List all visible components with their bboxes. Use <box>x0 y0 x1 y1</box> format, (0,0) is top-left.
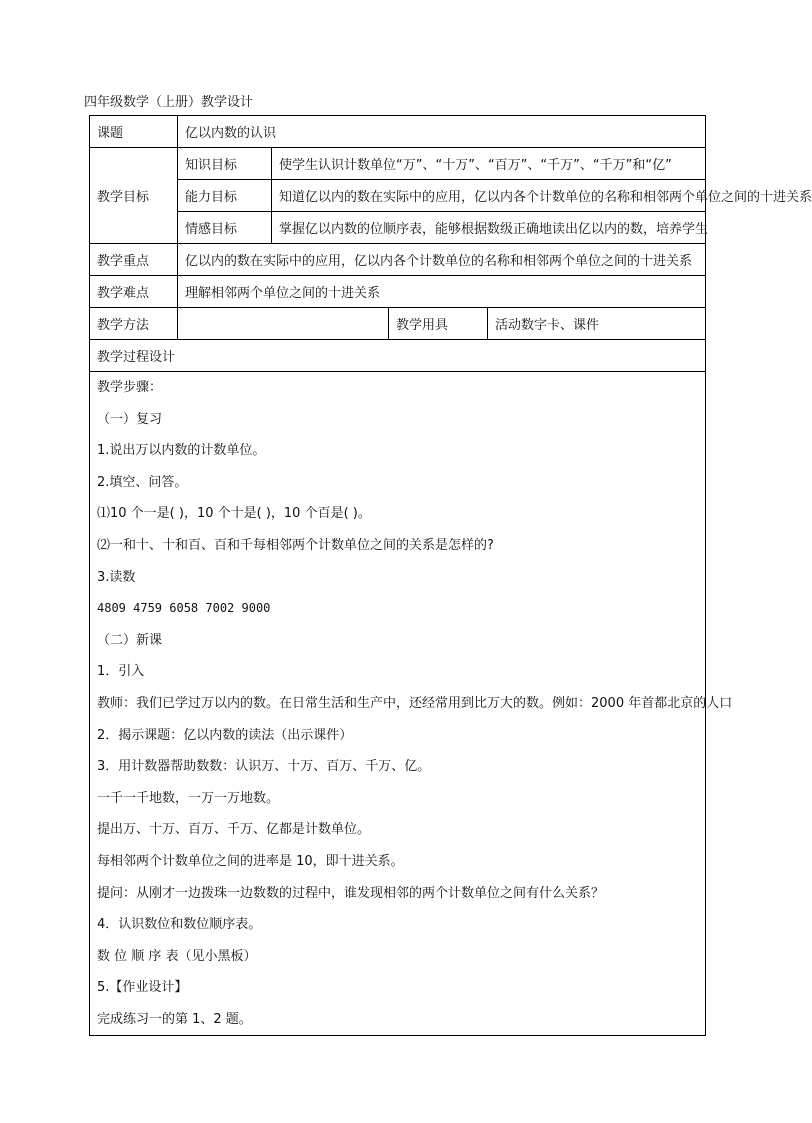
process-line: ⑵一和十、十和百、百和千每相邻两个计数单位之间的关系是怎样的? <box>97 537 494 553</box>
goal-emotion-value: 掌握亿以内数的位顺序表，能够根据数级正确地读出亿以内的数，培养学生 <box>272 212 706 244</box>
process-line: 1.说出万以内数的计数单位。 <box>97 443 266 459</box>
document-title: 四年级数学（上册）教学设计 <box>84 95 254 110</box>
difficulty-value: 理解相邻两个单位之间的十进关系 <box>178 276 706 308</box>
row-goal-knowledge <box>90 148 706 180</box>
goal-emotion-label: 情感目标 <box>178 212 272 244</box>
process-content <box>90 372 733 1036</box>
row-method-tools <box>90 308 706 340</box>
process-line: 2.填空、问答。 <box>97 474 188 490</box>
row-process-header <box>90 340 706 372</box>
row-goal-ability <box>90 180 706 212</box>
goal-ability-label: 能力目标 <box>178 180 272 212</box>
key-point-value: 亿以内的数在实际中的应用，亿以内各个计数单位的名称和相邻两个单位之间的十进关系 <box>178 244 706 276</box>
process-line: 5.【作业设计】 <box>97 980 188 996</box>
row-goal-emotion <box>90 212 706 244</box>
process-line: 数 位 顺 序 表（见小黑板） <box>97 948 257 964</box>
method-label: 教学方法 <box>90 308 178 340</box>
goal-knowledge-label: 知识目标 <box>178 148 272 180</box>
row-difficulty <box>90 276 706 308</box>
process-line: 1．引入 <box>97 664 145 680</box>
process-line: 4．认识数位和数位顺序表。 <box>97 917 262 933</box>
process-line: 提问：从刚才一边拨珠一边数数的过程中，谁发现相邻的两个计数单位之间有什么关系？ <box>97 885 605 901</box>
topic-label: 课题 <box>90 116 178 148</box>
process-line: 2．揭示课题：亿以内数的读法（出示课件） <box>97 727 353 743</box>
tools-label: 教学用具 <box>389 308 488 340</box>
process-line: ⑴10 个一是( )，10 个十是( )，10 个百是( )。 <box>97 506 371 522</box>
process-line: 3.读数 <box>97 569 136 585</box>
process-label: 教学过程设计 <box>90 340 706 372</box>
goals-label: 教学目标 <box>90 148 178 244</box>
topic-value: 亿以内数的认识 <box>178 116 706 148</box>
row-topic <box>90 116 706 148</box>
goal-ability-value: 知道亿以内的数在实际中的应用，亿以内各个计数单位的名称和相邻两个单位之间的十进关系 <box>272 180 706 212</box>
process-line: 教师：我们已学过万以内的数。在日常生活和生产中，还经常用到比万大的数。例如：2000 年首都北京的人口 <box>97 695 733 711</box>
goal-knowledge-value: 使学生认识计数单位“万”、“十万”、“百万”、“千万”、“千万”和“亿” <box>272 148 706 180</box>
lesson-plan-table <box>89 115 812 1036</box>
tools-value: 活动数字卡、课件 <box>488 308 706 340</box>
process-line: （一）复习 <box>97 411 163 427</box>
process-line: 一千一千地数，一万一万地数。 <box>97 790 280 806</box>
process-line: 教学步骤： <box>97 380 163 395</box>
row-key-point <box>90 244 706 276</box>
process-line: 完成练习一的第 1、2 题。 <box>97 1011 252 1027</box>
process-line-numbers: 4809 4759 6058 7002 9000 <box>97 601 271 616</box>
method-value <box>178 308 389 340</box>
process-line: 提出万、十万、百万、千万、亿都是计数单位。 <box>97 822 371 838</box>
process-line: 每相邻两个计数单位之间的进率是 10，即十进关系。 <box>97 853 404 869</box>
row-process-content <box>90 372 706 1036</box>
key-point-label: 教学重点 <box>90 244 178 276</box>
difficulty-label: 教学难点 <box>90 276 178 308</box>
process-line: （二）新课 <box>97 632 163 648</box>
process-line: 3．用计数器帮助数数：认识万、十万、百万、千万、亿。 <box>97 759 431 775</box>
